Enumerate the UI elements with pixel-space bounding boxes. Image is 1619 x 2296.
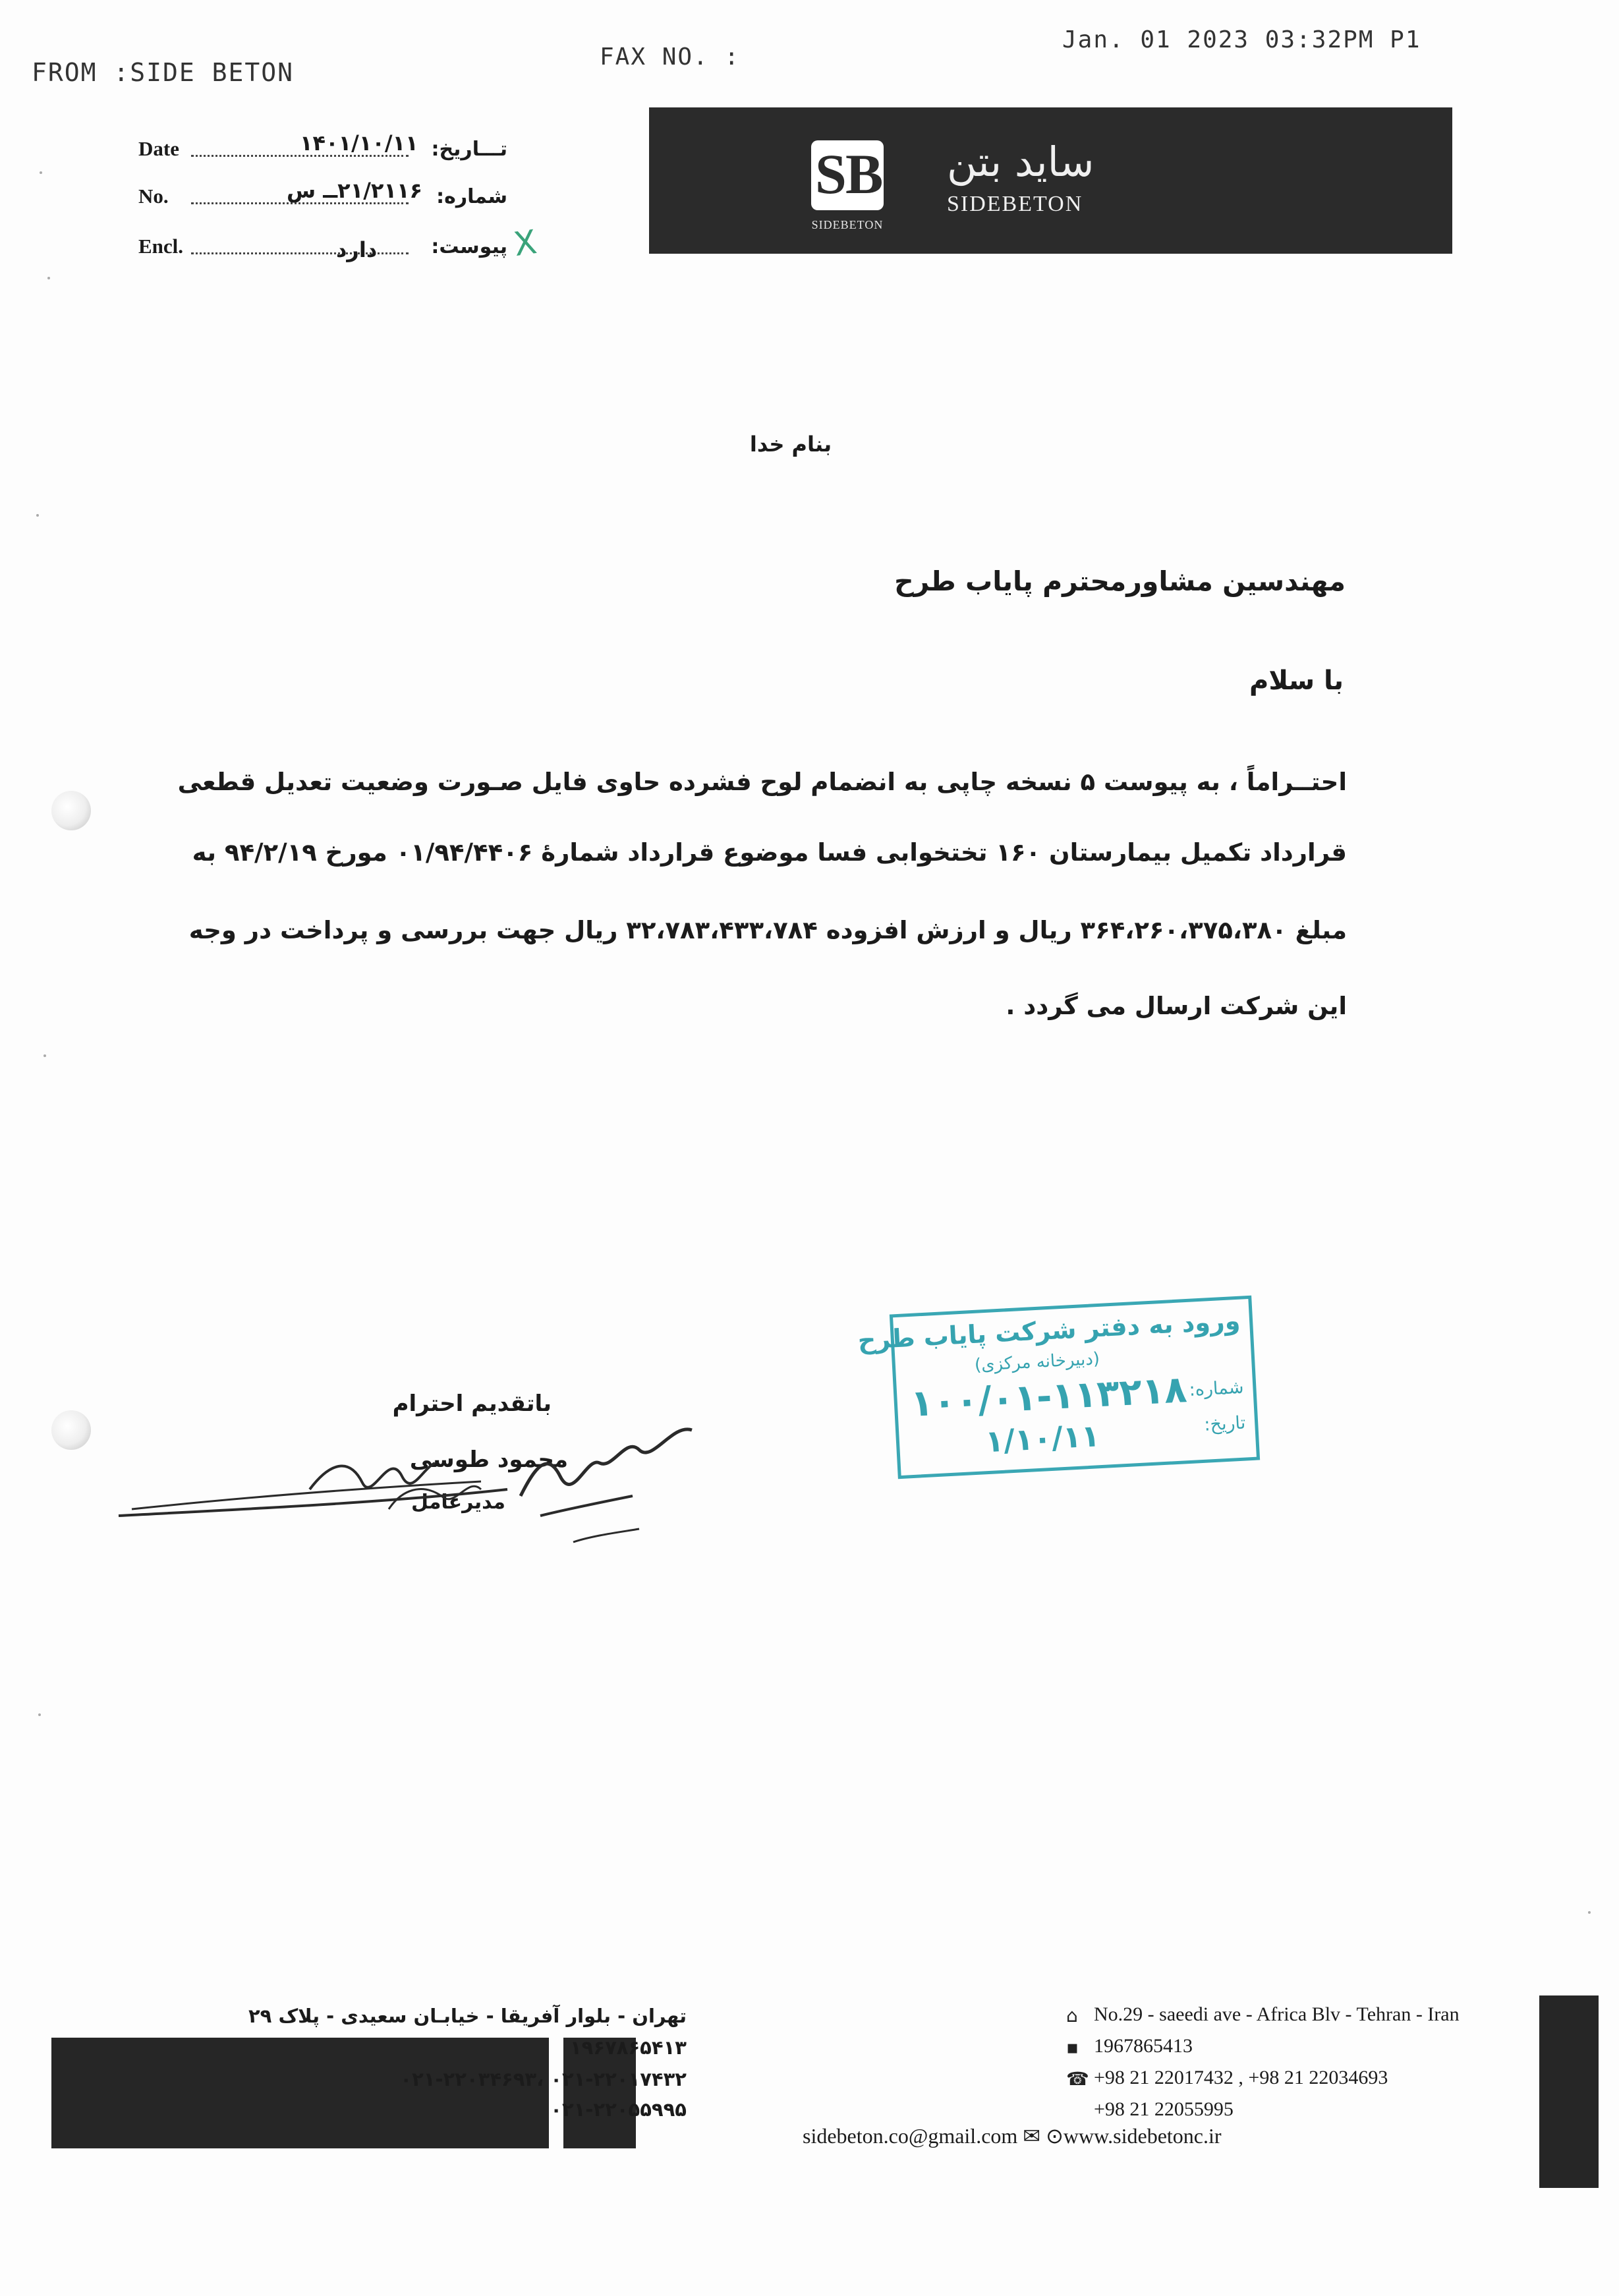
- enclosure-label-en: Encl.: [138, 235, 184, 258]
- footer-fax-fa: ۰۲۱-۲۲۰۵۵۹۹۵: [550, 2098, 687, 2121]
- postbox-icon: ▪: [1066, 2036, 1079, 2058]
- stamp-title: ورود به دفتر شرکت پایاب طرح: [857, 1306, 1241, 1356]
- body-line: این شرکت ارسال می گردد .: [1006, 992, 1347, 1020]
- signer-name: محمود طوسی: [409, 1447, 568, 1473]
- stamp-date-label: تاریخ:: [1203, 1412, 1246, 1435]
- scan-speck: [38, 1713, 41, 1716]
- company-name-en: SIDEBETON: [947, 192, 1083, 216]
- stamp-subtitle: (دبیرخانه مرکزی): [974, 1348, 1100, 1375]
- handwritten-signature: [112, 1410, 718, 1555]
- number-value: ۲۱/۲۱۱۶ــ س: [287, 178, 423, 203]
- date-label-fa: تـــاریخ:: [431, 138, 507, 161]
- footer-bar: [1539, 1995, 1599, 2188]
- company-logo-banner: [649, 107, 1452, 254]
- scan-speck: [1588, 1911, 1591, 1914]
- stamp-number: ۱۰۰/۰۱-۱۱۳۲۱۸: [909, 1368, 1188, 1426]
- recipient: مهندسین مشاورمحترم پایاب طرح: [894, 565, 1346, 597]
- invocation: بنام خدا: [749, 432, 832, 457]
- scan-speck: [40, 171, 42, 174]
- enclosure-check-mark: X: [511, 222, 540, 264]
- fax-sender: FROM :SIDE BETON: [32, 58, 295, 87]
- closing: باتقدیم احترام: [392, 1391, 552, 1417]
- date-value: ۱۴۰۱/۱۰/۱۱: [300, 130, 418, 156]
- punch-hole: [51, 791, 91, 830]
- scan-speck: [43, 1054, 46, 1057]
- number-label-fa: شماره:: [436, 185, 507, 208]
- stamp-date: ۱/۱۰/۱۱: [984, 1418, 1101, 1460]
- logo-letter-b: B: [845, 142, 884, 206]
- home-icon: ⌂: [1066, 2005, 1078, 2026]
- number-label-en: No.: [138, 185, 169, 208]
- enclosure-row: [138, 223, 507, 262]
- sb-logo-icon: [811, 140, 884, 210]
- company-name-fa: ساید بتن: [947, 138, 1094, 186]
- scan-speck: [47, 277, 50, 279]
- number-row: [138, 173, 507, 212]
- punch-hole: [51, 1410, 91, 1450]
- footer-postal-en: 1967865413: [1094, 2035, 1193, 2057]
- fax-number-label: FAX NO. :: [600, 43, 741, 71]
- date-row: [138, 125, 507, 165]
- logo-caption: SIDEBETON: [811, 218, 884, 231]
- stamp-number-label: شماره:: [1188, 1377, 1245, 1400]
- footer-bar: [51, 2038, 549, 2148]
- footer-address-fa: تهران - بلوار آفریقا - خیابـان سعیدی - پلاک ۲۹: [248, 2005, 687, 2027]
- signer-title: مدیرعامل: [411, 1491, 505, 1514]
- footer-phones-en: +98 21 22017432 , +98 21 22034693: [1094, 2067, 1388, 2088]
- footer-phones-fa: ۰۲۱-۲۲۰۱۷۴۳۲ ،۰۲۱-۲۲۰۳۴۶۹۳: [400, 2068, 687, 2090]
- phone-icon: ☎: [1066, 2068, 1089, 2090]
- greeting: با سلام: [1249, 666, 1344, 696]
- date-label-en: Date: [138, 137, 179, 160]
- body-line: احتــراماً ، به پیوست ۵ نسخه چاپی به انضمام لوح فشرده حاوی فایل صـورت وضعیت تعدیل قطعی: [177, 768, 1347, 796]
- footer-postal-fa: ۱۹۶۷۸۶۵۴۱۳: [569, 2036, 687, 2059]
- fax-timestamp: Jan. 01 2023 03:32PM P1: [1062, 26, 1421, 53]
- footer-address-en: No.29 - saeedi ave - Africa Blv - Tehran - Iran: [1094, 2003, 1460, 2025]
- footer-email-website: sidebeton.co@gmail.com ✉ ⊙www.sidebetonc.ir: [803, 2124, 1222, 2148]
- scan-speck: [36, 514, 39, 517]
- body-line: مبلغ ۳۶۴،۲۶۰،۳۷۵،۳۸۰ ریال و ارزش افزوده ۳۲،۷۸۳،۴۳۳،۷۸۴ ریال جهت بررسی و پرداخت در وجه: [188, 916, 1347, 944]
- logo-letter-s: S: [815, 142, 847, 206]
- body-line: قرارداد تکمیل بیمارستان ۱۶۰ تختخوابی فسا موضوع قرارداد شمارۀ ۰۱/۹۴/۴۴۰۶ مورخ ۹۴/۲/۱۹ به: [192, 838, 1347, 867]
- enclosure-label-fa: پیوست:: [431, 235, 507, 258]
- receipt-stamp: [857, 1296, 1260, 1479]
- footer-fax-en: +98 21 22055995: [1094, 2098, 1234, 2120]
- enclosure-value: دارد: [336, 237, 378, 262]
